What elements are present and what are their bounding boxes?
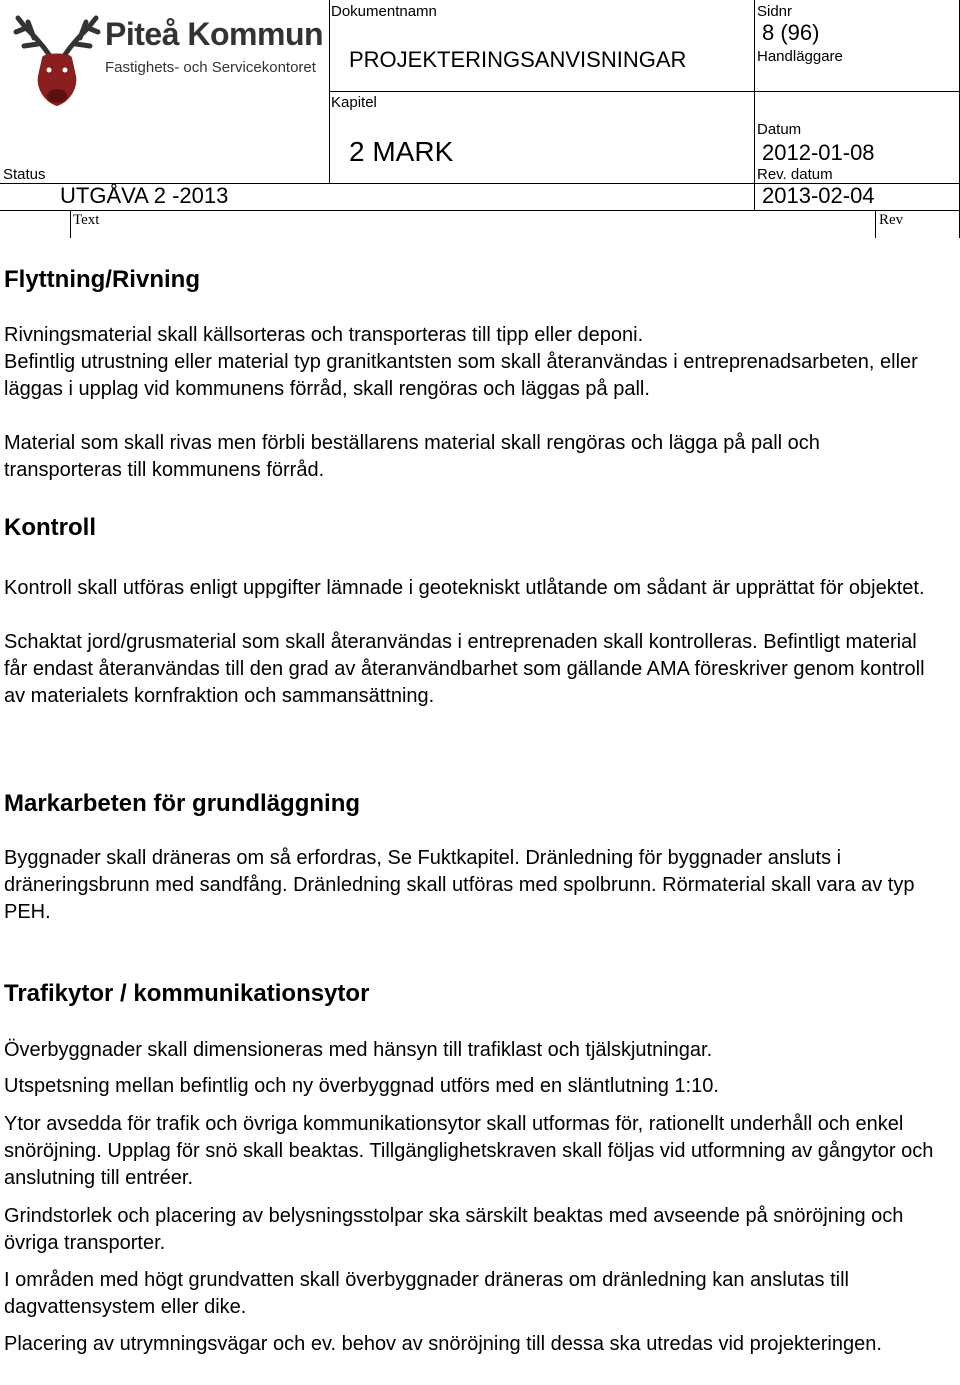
section-heading: Kontroll bbox=[4, 514, 96, 541]
dokumentnamn-label: Dokumentnamn bbox=[331, 3, 437, 20]
section-heading: Markarbeten för grundläggning bbox=[4, 790, 361, 817]
datum-value: 2012-01-08 bbox=[762, 140, 875, 165]
sidnr-label: Sidnr bbox=[757, 3, 793, 20]
paragraph: Ytor avsedda för trafik och övriga kommunikationsytor skall utformas för, rationellt underhåll och enkel snöröjning. Upplag för snö skall beaktas. Tillgänglighetskraven skall följas vid utformning av gångytor och anslutning till entréer. bbox=[4, 1113, 934, 1189]
pitea-kommun-logo bbox=[12, 6, 324, 116]
divider bbox=[0, 210, 960, 211]
paragraph: Befintlig utrustning eller material typ granitkantsten som skall återanvändas i entreprenadsarbeten, eller läggas i upplag vid kommunens förråd, skall rengöras och läggas på pall. bbox=[4, 351, 918, 400]
reindeer-head-logo-icon bbox=[12, 6, 102, 114]
rev-column-label: Rev bbox=[879, 212, 904, 228]
dokumentnamn-value: PROJEKTERINGSANVISNINGAR bbox=[349, 47, 687, 72]
kapitel-value: 2 MARK bbox=[349, 136, 454, 167]
paragraph: Rivningsmaterial skall källsorteras och transporteras till tipp eller deponi. bbox=[4, 324, 644, 346]
sidnr-value: 8 (96) bbox=[762, 20, 820, 45]
paragraph: Utspetsning mellan befintlig och ny överbyggnad utförs med en släntlutning 1:10. bbox=[4, 1075, 719, 1097]
divider bbox=[875, 210, 876, 238]
paragraph: Byggnader skall dräneras om så erfordras, Se Fuktkapitel. Dränledning för byggnader ansluts i dräneringsbrunn med sandfång. Dränledning skall utföras med spolbrunn. Rörmaterial skall vara av typ PEH. bbox=[4, 847, 915, 923]
paragraph: Material som skall rivas men förbli beställarens material skall rengöras och lägga på pall och transporteras till kommunens förråd. bbox=[4, 432, 820, 481]
paragraph: I områden med högt grundvatten skall överbyggnader dräneras om dränledning kan anslutas till dagvattensystem eller dike. bbox=[4, 1269, 849, 1318]
revdatum-value: 2013-02-04 bbox=[762, 183, 875, 208]
paragraph: Överbyggnader skall dimensioneras med hänsyn till trafiklast och tjälskjutningar. bbox=[4, 1039, 713, 1061]
handlaggare-label: Handläggare bbox=[757, 48, 843, 65]
revdatum-label: Rev. datum bbox=[757, 166, 833, 183]
document-header bbox=[0, 0, 960, 240]
status-value: UTGÅVA 2 -2013 bbox=[60, 183, 229, 208]
kapitel-label: Kapitel bbox=[331, 94, 377, 111]
paragraph: Kontroll skall utföras enligt uppgifter lämnade i geotekniskt utlåtande om sådant är upprättat för objektet. bbox=[4, 577, 925, 599]
datum-label: Datum bbox=[757, 121, 802, 138]
paragraph: Schaktat jord/grusmaterial som skall återanvändas i entreprenaden skall kontrolleras. Befintligt material får endast återanvändas till den grad av återanvändbarhet som gällande AMA föreskriver genom kontroll av materialets kornfraktion och sammansättning. bbox=[4, 631, 925, 707]
paragraph: Placering av utrymningsvägar och ev. behov av snöröjning till dessa ska utredas vid projekteringen. bbox=[4, 1333, 882, 1355]
status-label: Status bbox=[3, 166, 46, 183]
divider bbox=[70, 210, 71, 238]
logo-subtitle: Fastighets- och Servicekontoret bbox=[105, 59, 316, 76]
section-heading: Trafikytor / kommunikationsytor bbox=[4, 980, 370, 1007]
divider bbox=[329, 91, 960, 92]
text-column-label: Text bbox=[73, 212, 100, 228]
section-heading: Flyttning/Rivning bbox=[4, 266, 200, 293]
logo-title: Piteå Kommun bbox=[105, 16, 324, 52]
paragraph: Grindstorlek och placering av belysningsstolpar ska särskilt beaktas med avseende på snöröjning och övriga transporter. bbox=[4, 1205, 904, 1254]
divider bbox=[754, 0, 755, 210]
